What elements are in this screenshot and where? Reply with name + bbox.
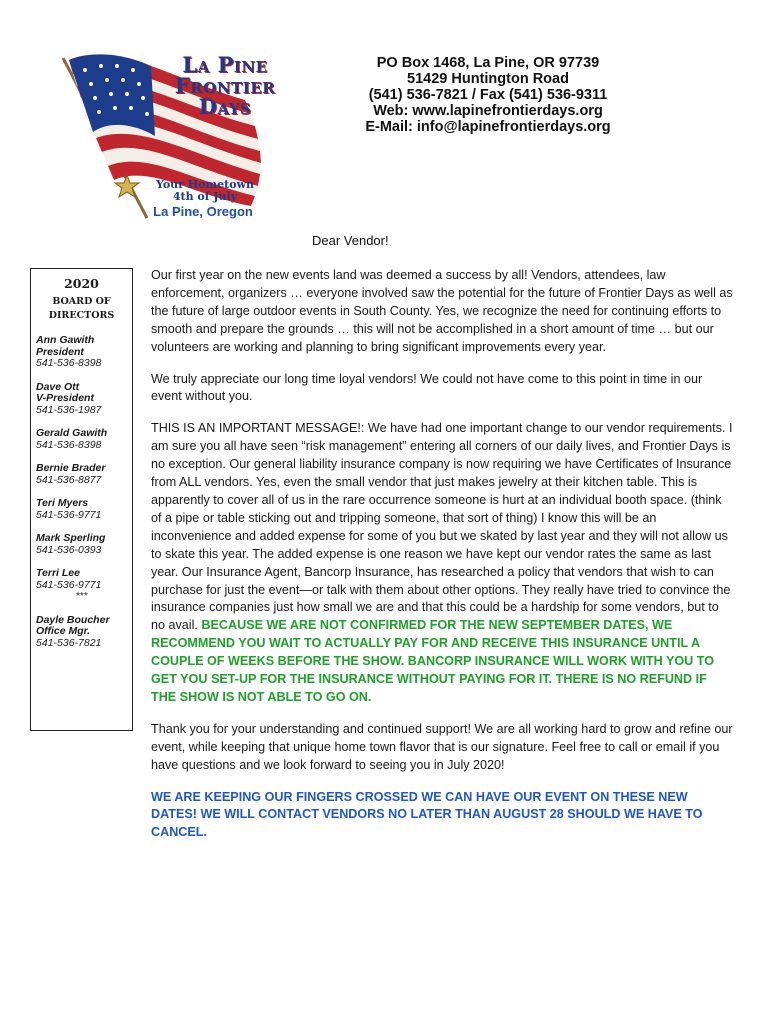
web-line[interactable]: Web: www.lapinefrontierdays.org — [373, 103, 603, 119]
director-entry — [36, 498, 127, 521]
director-title: V-President — [36, 392, 94, 404]
director-entry — [36, 382, 127, 417]
director-phone: 541-536-9771 — [36, 578, 102, 591]
director-entry — [36, 463, 127, 486]
address-line: PO Box 1468, La Pine, OR 97739 — [376, 55, 600, 71]
logo-place: La Pine, Oregon — [153, 204, 253, 219]
paragraph-important — [151, 420, 734, 707]
director-name: Ann Gawith — [36, 334, 95, 346]
director-title: President — [36, 345, 84, 358]
sidebar-year: 2020 — [64, 276, 99, 291]
paragraph: We truly appreciate our long time loyal vendors! We could not have come to this point in time in our event without you. — [151, 371, 703, 404]
sidebar-heading — [36, 295, 127, 323]
director-entry — [36, 615, 127, 650]
paragraph-text: THIS IS AN IMPORTANT MESSAGE!: We have had one important change to our vendor requirements. I am sure you all have seen “risk management” entering all corners of our daily lives, and Frontier Days is no exception. Our general liability insurance company is now requiring we have Certificates of Insurance from ALL vendors. Yes, even the small vendor that just makes jewelry at their kitchen table. This is apparently to cover all of us in the rare occurrence someone is hurt at an individual booth space. (think of a pipe or table sticking out and tripping someone, that sort of thing) I know this will be an inconvenience and added expense for some of you but we skated by last year and they will not allow us to skate this year. The added expense is one reason we have kept our vendor rates the same as last year. Our Insurance Agent, Bancorp Insurance, has researched a policy that vendors that wish to can purchase for just the event—or talk with them about other options. They really have tried to convince the insurance companies just how small we are and that this could be a hardship for some vendors, but to no avail. — [151, 421, 733, 633]
director-name: Mark Sperling — [36, 532, 106, 544]
director-entry — [36, 428, 127, 451]
blue-notice: WE ARE KEEPING OUR FINGERS CROSSED WE CAN HAVE OUR EVENT ON THESE NEW DATES! WE WILL CONTACT VENDORS NO LATER THAN AUGUST 28 SHOULD WE HAVE TO CANCEL. — [151, 789, 703, 840]
director-entry — [36, 335, 127, 370]
board-sidebar — [30, 268, 133, 731]
phone-fax-line: (541) 536-7821 / Fax (541) 536-9311 — [368, 87, 608, 103]
director-name: Dayle Boucher — [36, 613, 110, 626]
director-name: Dave Ott — [36, 380, 80, 393]
director-name: Terri Lee — [36, 567, 80, 579]
sidebar-heading-line: DIRECTORS — [48, 310, 115, 321]
green-notice: BECAUSE WE ARE NOT CONFIRMED FOR THE NEW SEPTEMBER DATES, WE RECOMMEND YOU WAIT TO ACTUALLY PAY FOR AND RECEIVE THIS INSURANCE UNTIL A COUPLE OF WEEKS BEFORE THE SHOW. BANCORP INSURANCE WILL WORK WITH YOU TO GET YOU SET-UP FOR THE INSURANCE WITHOUT PAYING FOR IT. THERE IS NO REFUND IF THE SHOW IS NOT ABLE TO GO ON. — [151, 618, 715, 704]
director-phone: 541-536-0393 — [36, 543, 102, 556]
logo — [55, 40, 295, 230]
director-phone: 541-536-8877 — [36, 473, 102, 486]
logo-tagline-line: 4th of July — [172, 190, 238, 203]
greeting: Dear Vendor! — [312, 233, 389, 248]
director-name: Gerald Gawith — [36, 427, 108, 439]
paragraph: Our first year on the new events land was deemed a success by all! Vendors, attendees, law enforcement, organizers … everyone involved saw the potential for the future of Frontier Days as well as the future of large outdoor events in South County. Yes, we recognize the need for continuing efforts to smooth and prepare the grounds … this will not be accomplished in a short amount of time … but our volunteers are working and planning to bring significant improvements every year. — [151, 268, 733, 354]
logo-title — [150, 54, 300, 117]
director-phone: 541-536-8398 — [36, 357, 102, 369]
address-block — [318, 55, 658, 135]
address-line: 51429 Huntington Road — [407, 71, 569, 87]
director-phone: 541-536-9771 — [36, 508, 102, 521]
director-title: Office Mgr. — [36, 625, 91, 637]
director-phone: 541-536-8398 — [36, 438, 102, 451]
director-name: Teri Myers — [36, 497, 89, 509]
letter-body — [151, 267, 734, 856]
logo-title-line: Days — [198, 94, 252, 119]
sidebar-heading-line: BOARD OF — [52, 296, 111, 307]
logo-tagline-line: Your Hometown — [155, 178, 255, 191]
director-phone: 541-536-7821 — [36, 636, 102, 649]
director-phone: 541-536-1987 — [36, 403, 102, 416]
director-name: Bernie Brader — [36, 462, 106, 474]
separator-stars: *** — [75, 591, 88, 602]
logo-tagline — [135, 179, 275, 203]
director-entry — [36, 533, 127, 556]
paragraph: Thank you for your understanding and continued support! We are all working hard to grow and refine our event, while keeping that unique home town flavor that is our signature. Feel free to call or email if you have questions and we look forward to seeing you in July 2020! — [151, 721, 733, 772]
logo-title-line: La Pine — [182, 52, 268, 77]
logo-title-line: Frontier — [174, 73, 276, 98]
email-line[interactable]: E-Mail: info@lapinefrontierdays.org — [365, 119, 611, 135]
director-entry — [36, 568, 127, 603]
